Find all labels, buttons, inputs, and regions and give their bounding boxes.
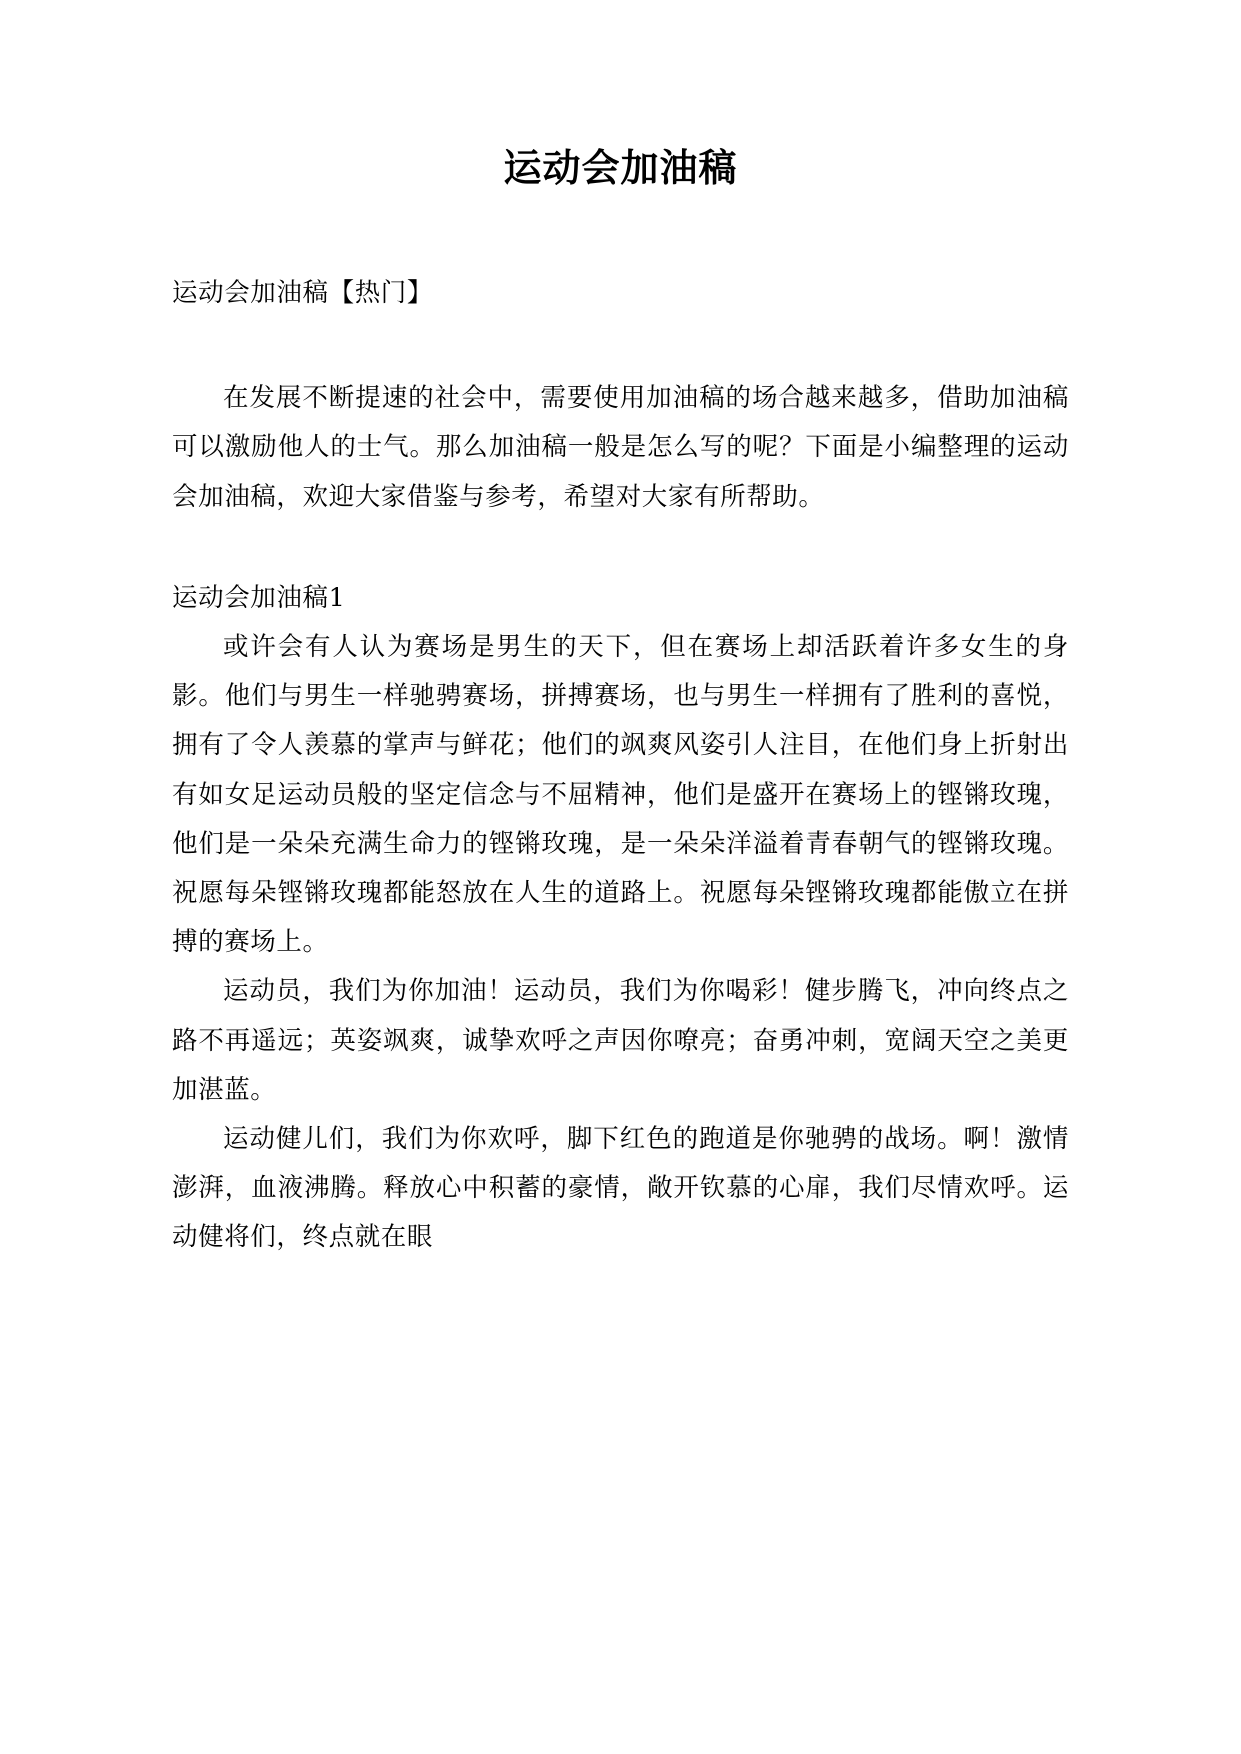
section-label-1: 运动会加油稿1 [172, 582, 346, 613]
page-title: 运动会加油稿 [503, 146, 738, 190]
intro-paragraph: 在发展不断提速的社会中，需要使用加油稿的场合越来越多，借助加油稿可以激励他人的士气。那么加油稿一般是怎么写的呢？下面是小编整理的运动会加油稿，欢迎大家借鉴与参考，希望对大家有所帮助。 [172, 383, 1069, 512]
body-paragraph-1: 或许会有人认为赛场是男生的天下，但在赛场上却活跃着许多女生的身影。他们与男生一样驰骋赛场，拼搏赛场，也与男生一样拥有了胜利的喜悦，拥有了令人羡慕的掌声与鲜花；他们的飒爽风姿引人注目，在他们身上折射出有如女足运动员般的坚定信念与不屈精神，他们是盛开在赛场上的铿锵玫瑰，他们是一朵朵充满生命力的铿锵玫瑰，是一朵朵洋溢着青春朝气的铿锵玫瑰。祝愿每朵铿锵玫瑰都能怒放在人生的道路上。祝愿每朵铿锵玫瑰都能傲立在拼搏的赛场上。 [172, 632, 1069, 958]
subtitle-line: 运动会加油稿【热门】 [172, 278, 434, 308]
spacer [172, 318, 1069, 374]
spacer [172, 522, 1069, 574]
body-paragraph-3: 运动健儿们，我们为你欢呼，脚下红色的跑道是你驰骋的战场。啊！激情澎湃，血液沸腾。释放心中积蓄的豪情，敞开钦慕的心扉，我们尽情欢呼。运动健将们，终点就在眼 [172, 1124, 1069, 1253]
document-body [172, 269, 1069, 1263]
body-paragraph-2: 运动员，我们为你加油！运动员，我们为你喝彩！健步腾飞，冲向终点之路不再遥远；英姿飒爽，诚挚欢呼之声因你嘹亮；奋勇冲刺，宽阔天空之美更加湛蓝。 [172, 976, 1069, 1105]
